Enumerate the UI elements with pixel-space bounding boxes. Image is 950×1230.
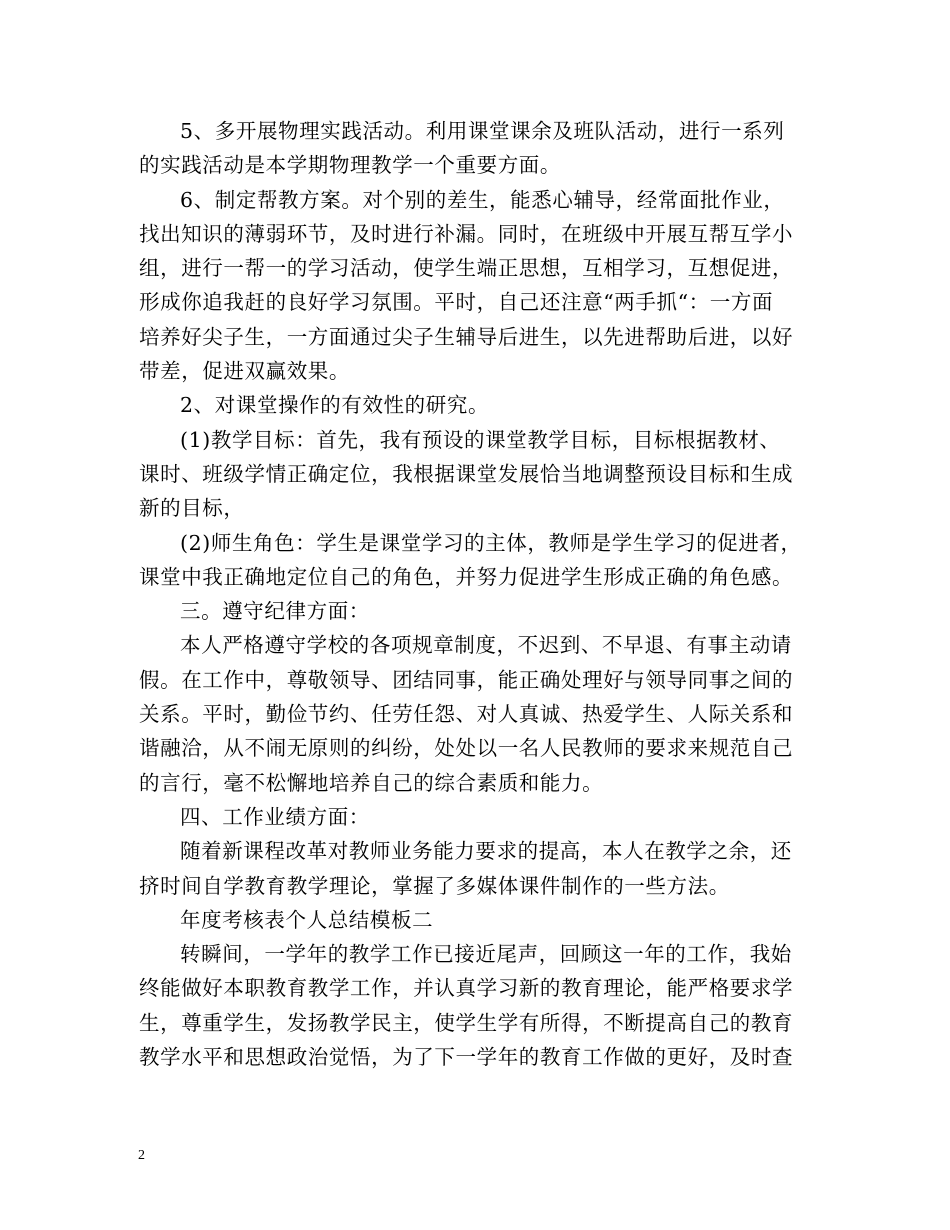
text-line: 的实践活动是本学期物理教学一个重要方面。 (139, 153, 561, 178)
text-line: 假。在工作中，尊敬领导、团结同事，能正确处理好与领导同事之间的 (139, 667, 794, 692)
text-line: 本人严格遵守学校的各项规章制度，不迟到、不早退、有事主动请 (180, 633, 792, 658)
page-number: 2 (138, 1148, 145, 1163)
text-line: 转瞬间，一学年的教学工作已接近尾声，回顾这一年的工作，我始 (180, 942, 792, 967)
text-line: 关系。平时，勤俭节约、任劳任怨、对人真诚、热爱学生、人际关系和 (139, 702, 794, 727)
text-line: 6、制定帮教方案。对个别的差生，能悉心辅导，经常面批作业， (180, 187, 785, 212)
section-heading: 三。遵守纪律方面： (180, 599, 370, 624)
text-line: 2、对课堂操作的有效性的研究。 (180, 393, 490, 418)
text-line: (2)师生角色：学生是课堂学习的主体，教师是学生学习的促进者， (180, 530, 802, 555)
text-line: 的言行，毫不松懈地培养自己的综合素质和能力。 (139, 770, 604, 795)
text-line: 终能做好本职教育教学工作，并认真学习新的教育理论，能严格要求学 (139, 976, 794, 1001)
text-line: 课堂中我正确地定位自己的角色，并努力促进学生形成正确的角色感。 (139, 564, 794, 589)
text-line: 谐融洽，从不闹无原则的纠纷，处处以一名人民教师的要求来规范自己 (139, 736, 794, 761)
text-line: 组，进行一帮一的学习活动，使学生端正思想，互相学习，互想促进， (139, 256, 794, 281)
text-line: 新的目标， (139, 496, 245, 521)
text-line: 随着新课程改革对教师业务能力要求的提高，本人在教学之余，还 (180, 839, 792, 864)
text-line: 带差，促进双赢效果。 (139, 359, 350, 384)
section-heading: 四、工作业绩方面： (180, 804, 370, 829)
text-line: 生，尊重学生，发扬教学民主，使学生学有所得，不断提高自己的教育 (139, 1010, 794, 1035)
text-line: 课时、班级学情正确定位，我根据课堂发展恰当地调整预设目标和生成 (139, 461, 794, 486)
section-heading: 年度考核表个人总结模板二 (180, 907, 434, 932)
text-line: (1)教学目标：首先，我有预设的课堂教学目标，目标根据教材、 (180, 427, 781, 452)
text-line: 培养好尖子生，一方面通过尖子生辅导后进生，以先进帮助后进，以好 (139, 324, 794, 349)
text-line: 挤时间自学教育教学理论，掌握了多媒体课件制作的一些方法。 (139, 873, 730, 898)
text-line: 教学水平和思想政治觉悟，为了下一学年的教育工作做的更好，及时查 (139, 1045, 794, 1070)
document-body (139, 114, 827, 1074)
text-line: 找出知识的薄弱环节，及时进行补漏。同时，在班级中开展互帮互学小 (139, 221, 794, 246)
text-line: 5、多开展物理实践活动。利用课堂课余及班队活动，进行一系列 (180, 119, 785, 143)
text-line: 形成你追我赶的良好学习氛围。平时，自己还注意“两手抓“：一方面 (139, 290, 774, 315)
